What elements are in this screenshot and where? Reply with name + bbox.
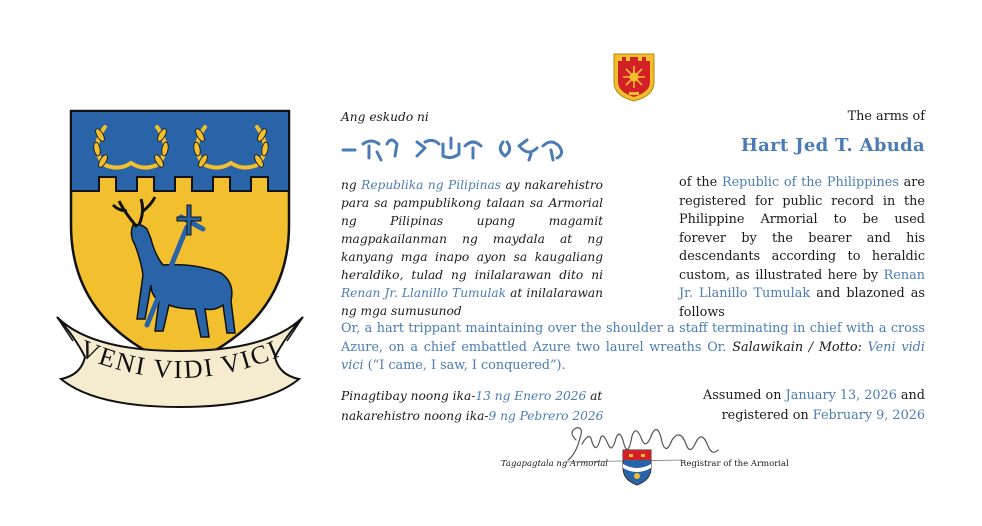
heading-tl: Ang eskudo ni xyxy=(341,110,429,124)
heading-en: The arms of xyxy=(847,109,925,124)
registered-date-en: February 9, 2026 xyxy=(812,408,925,423)
coat-of-arms xyxy=(55,105,305,415)
republic-link-en[interactable]: Republic of the Philippines xyxy=(721,175,899,190)
assumed-date-tl: 13 ng Enero 2026 xyxy=(475,389,587,403)
registrar-label-en: Registrar of the Armorial xyxy=(680,459,789,469)
dates-tl: Pinagtibay noong ika-13 ng Enero 2026 at nakarehistro noong ika-9 ng Pebrero 2026 xyxy=(341,389,604,423)
baybayin-name xyxy=(341,134,571,164)
artist-link-tl[interactable]: Renan Jr. Llanillo Tumulak xyxy=(341,286,506,300)
armiger-name: Hart Jed T. Abuda xyxy=(740,135,925,156)
motto-translation: (“I came, I saw, I conquered”). xyxy=(367,358,566,373)
registrar-label-tl: Tagapagtala ng Armorial xyxy=(500,459,608,469)
armorial-emblem-icon xyxy=(612,52,656,102)
registrar-badge-icon xyxy=(621,448,653,486)
motto: Veni vidi vici xyxy=(341,339,925,373)
blazon xyxy=(341,320,925,376)
registered-date-tl: 9 ng Pebrero 2026 xyxy=(488,409,604,423)
artist-link-en[interactable]: Renan Jr. Llanillo Tumulak xyxy=(679,267,925,301)
motto-scroll-text: VENI VIDI VICI xyxy=(75,334,285,385)
tl-registration-text: ng Republika ng Pilipinas ay nakarehistro para sa pampublikong talaan sa Armorial ng Pilipinas upang magamit magpakailanman ng maydala at ng kanyang mga inapo ayon sa kaugaliang heraldiko, tulad ng inilalarawan dito ni Renan Jr. Llanillo Tumulak at inilalarawan ng mga sumusunod xyxy=(341,178,603,318)
en-registration-text: of the Republic of the Philippines are registered for public record in the Philippine Armorial to be used forever by the bearer and his descendants according to heraldic custom, as illustrated here by Renan Jr. Llanillo Tumulak and blazoned as follows xyxy=(679,175,925,320)
republic-link-tl[interactable]: Republika ng Pilipinas xyxy=(361,178,502,192)
blazon-text: Or, a hart trippant maintaining over the shoulder a staff terminating in chief with a cross Azure, on a chief embattled Azure two laurel wreaths Or. xyxy=(341,321,925,355)
motto-label: Salawikain / Motto: xyxy=(732,339,862,355)
assumed-date-en: January 13, 2026 xyxy=(785,388,897,403)
dates-en: Assumed on January 13, 2026 and registered on February 9, 2026 xyxy=(702,388,925,423)
